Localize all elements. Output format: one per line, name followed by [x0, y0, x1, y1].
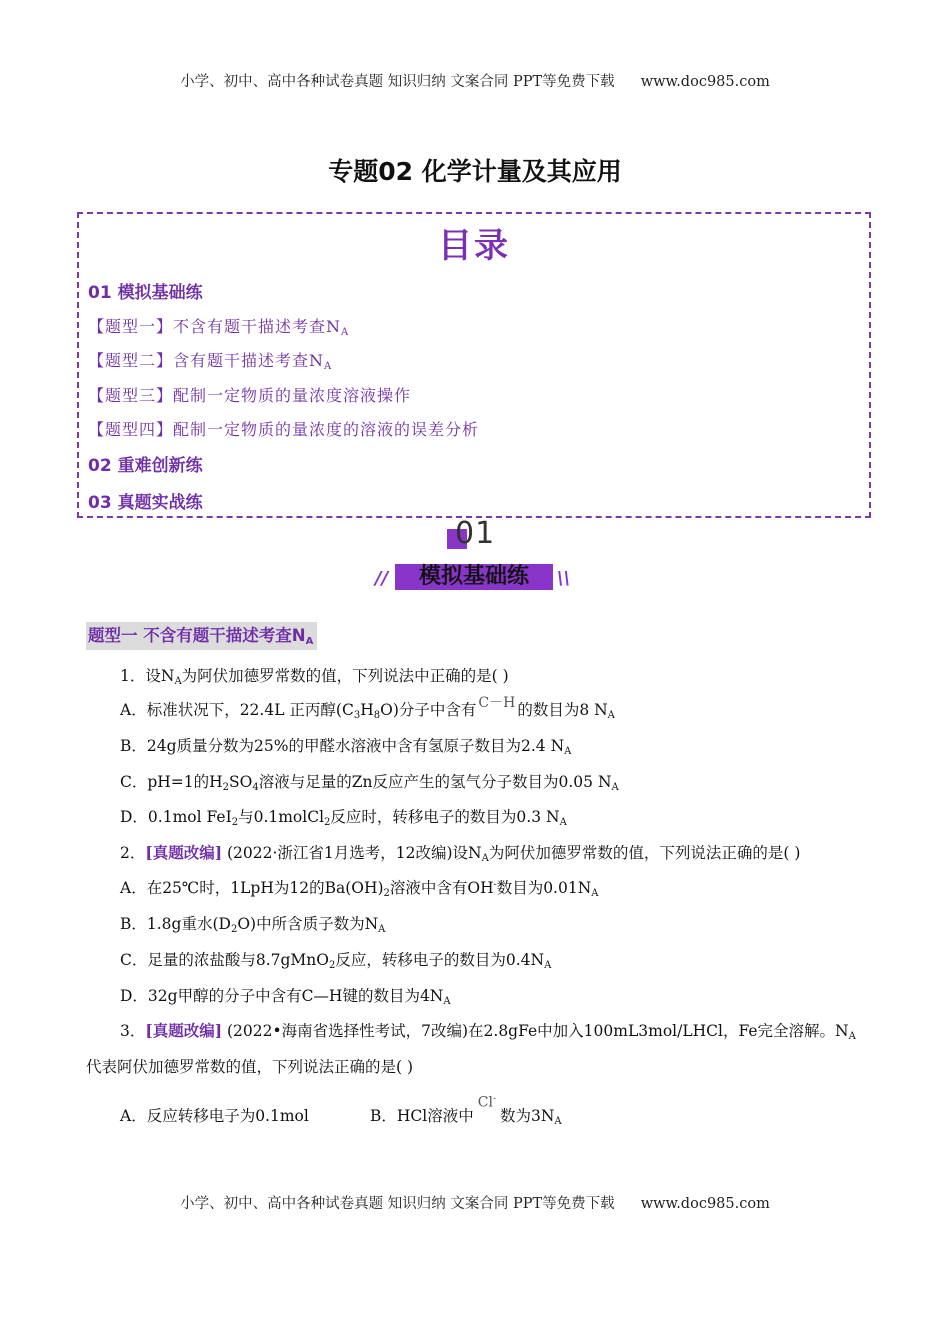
question-3-stem: 3．[真题改编] (2022•海南省选择性考试，7改编)在2.8gFe中加入100mL3mol/LHCl，Fe完全溶解。$N_A$: [120, 1021, 856, 1042]
header-text: 小学、初中、高中各种试卷真题 知识归纳 文案合同 PPT等免费下载: [180, 74, 615, 90]
question-type-heading: 题型一 不含有题干描述考查$N_A$: [86, 622, 317, 650]
page-title: 专题02 化学计量及其应用: [328, 157, 622, 186]
question-2-option-d[interactable]: D．32g甲醇的分子中含有C—H键的数目为$4N_A$: [120, 987, 451, 1007]
question-1-stem: 1．设$N_A$为阿伏加德罗常数的值，下列说法中正确的是( ): [120, 667, 509, 687]
question-2-option-b[interactable]: B．1.8g重水$(D_2O)$中所含质子数为$N_A$: [120, 915, 386, 935]
toc-item-type2[interactable]: 【题型二】含有题干描述考查$N_A$: [88, 351, 333, 372]
chloride-ion-formula: Cl-: [477, 1094, 496, 1111]
header-url[interactable]: www.doc985.com: [640, 74, 770, 90]
banner-label: 模拟基础练: [418, 564, 529, 589]
question-2-tag: [真题改编]: [145, 843, 223, 862]
question-1-option-d[interactable]: D．0.1mol FeI$_2$与0.1molCl$_2$反应时，转移电子的数目为0.3 $N_A$: [120, 808, 567, 828]
question-1-option-c[interactable]: C．pH=1的$H_2SO_4$溶液与足量的Zn反应产生的氢气分子数目为0.05 $N_A$: [120, 773, 619, 793]
page-header: [0, 70, 950, 91]
question-2-stem: 2．[真题改编] (2022·浙江省1月选考，12改编)设$N_A$为阿伏加德罗常数的值，下列说法正确的是( ): [120, 843, 801, 864]
question-3-stem-line2: 代表阿伏加德罗常数的值，下列说法正确的是( ): [86, 1058, 414, 1076]
question-3-tag: [真题改编]: [145, 1021, 223, 1040]
question-1-option-a[interactable]: A．标准状况下，22.4L 正丙醇$(C_3H_8O)$分子中含有 C－H 的数目为8 $N_A$: [120, 698, 615, 721]
toc-section-2[interactable]: 02 重难创新练: [88, 456, 203, 476]
c-h-bond-formula: C－H: [478, 695, 516, 711]
question-1-option-b[interactable]: B．24g质量分数为25%的甲醛水溶液中含有氢原子数目为2.4 $N_A$: [120, 737, 572, 757]
toc-heading: 目录: [438, 226, 510, 266]
toc-item-type3[interactable]: 【题型三】配制一定物质的量浓度溶液操作: [88, 386, 412, 405]
slash-left-decoration: //: [375, 568, 389, 589]
question-3-option-a[interactable]: A．反应转移电子为0.1mol: [120, 1107, 309, 1125]
page-footer: [0, 1192, 950, 1213]
table-of-contents: [77, 212, 871, 518]
slash-right-decoration: \\: [557, 568, 571, 589]
question-2-option-a[interactable]: A．在25℃时，1LpH为12的$Ba(OH)_2$溶液中含有OH-数目为$0.01N_A$: [120, 879, 599, 899]
toc-section-3[interactable]: 03 真题实战练: [88, 493, 203, 513]
footer-text: 小学、初中、高中各种试卷真题 知识归纳 文案合同 PPT等免费下载: [180, 1196, 615, 1212]
question-3-option-b[interactable]: B．HCl溶液中Cl-数为$3N_A$: [370, 1094, 562, 1127]
question-2-option-c[interactable]: C．足量的浓盐酸与8.7gMnO$_2$反应，转移电子的数目为$0.4N_A$: [120, 951, 552, 971]
toc-item-type4[interactable]: 【题型四】配制一定物质的量浓度的溶液的误差分析: [88, 420, 480, 439]
banner-number: 01: [455, 516, 496, 551]
toc-section-1[interactable]: 01 模拟基础练: [88, 283, 203, 303]
toc-item-type1[interactable]: 【题型一】不含有题干描述考查$N_A$: [88, 317, 350, 338]
footer-url[interactable]: www.doc985.com: [640, 1196, 770, 1212]
